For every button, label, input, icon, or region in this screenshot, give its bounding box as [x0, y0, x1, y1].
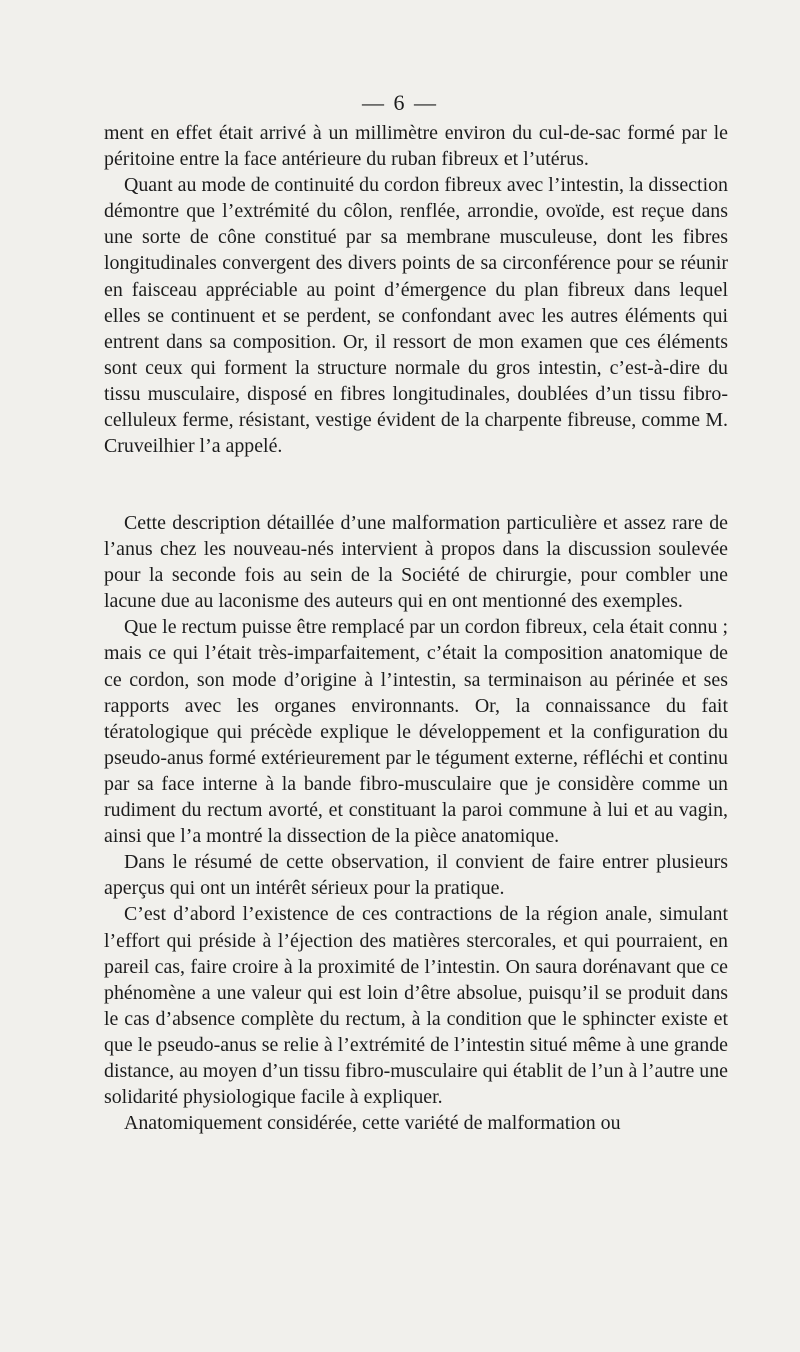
- paragraph-6: C’est d’abord l’existence de ces contractions de la région anale, simulant l’effort qui préside à l’éjection des matières stercorales, et qui pourraient, en pareil cas, faire croire à la proximité de l’intestin. On saura dorénavant que ce phénomène a une valeur qui est loin d’être absolue, puisqu’il se produit dans le cas d’absence complète du rectum, à la condition que le sphincter existe et que le pseudo-anus se relie à l’extrémité de l’intestin situé même à une grande distance, au moyen d’un tissu fibro-musculaire qui établit de l’un à l’autre une solidarité physiologique facile à expliquer.: [104, 903, 728, 1109]
- paragraph-5: Dans le résumé de cette observation, il convient de faire entrer plusieurs aperçus qui ont un intérêt sérieux pour la pratique.: [104, 851, 728, 900]
- paragraph-7: Anatomiquement considérée, cette variété de malformation ou: [124, 1112, 621, 1135]
- text-block-upper: [104, 120, 728, 459]
- paragraph-4: Que le rectum puisse être remplacé par un cordon fibreux, cela était connu ; mais ce qui l’était très-imparfaitement, c’était la composition anatomique de ce cordon, son mode d’origine à l’intestin, sa terminaison au périnée et ses rapports avec les organes environnants. Or, la connaissance du fait tératologique qui précède explique le développement et la configuration du pseudo-anus formé extérieurement par le tégument externe, réfléchi et continu par sa face interne à la bande fibro-musculaire que je considère comme un rudiment du rectum avorté, et constituant la paroi commune à lui et au vagin, ainsi que l’a montré la dissection de la pièce anatomique.: [104, 616, 728, 848]
- page-number: — 6 —: [362, 90, 438, 115]
- text-block-lower: [104, 510, 728, 1136]
- paragraph-3: Cette description détaillée d’une malformation particulière et assez rare de l’anus chez les nouveau-nés intervient à propos dans la discussion soulevée pour la seconde fois au sein de la Société de chirurgie, pour combler une lacune due au laconisme des auteurs qui en ont mentionné des exemples.: [104, 512, 728, 613]
- paragraph-2: Quant au mode de continuité du cordon fibreux avec l’intestin, la dissection démontre que l’extrémité du côlon, renflée, arrondie, ovoïde, est reçue dans une sorte de cône constitué par sa membrane musculeuse, dont les fibres longitudinales convergent des divers points de sa circonférence pour se réunir en faisceau appréciable au point d’émergence du plan fibreux dans lequel elles se continuent et se perdent, se confondant avec les autres éléments qui entrent dans sa composition. Or, il ressort de mon examen que ces éléments sont ceux qui forment la structure normale du gros intestin, c’est-à-dire du tissu musculaire, disposé en fibres longitudinales, doublées d’un tissu fibro-celluleux ferme, résistant, vestige évident de la charpente fibreuse, comme M. Cruveilhier l’a appelé.: [104, 174, 728, 458]
- paragraph-1: ment en effet était arrivé à un millimètre environ du cul-de-sac formé par le péritoine entre la face antérieure du ruban fibreux et l’utérus.: [104, 122, 728, 171]
